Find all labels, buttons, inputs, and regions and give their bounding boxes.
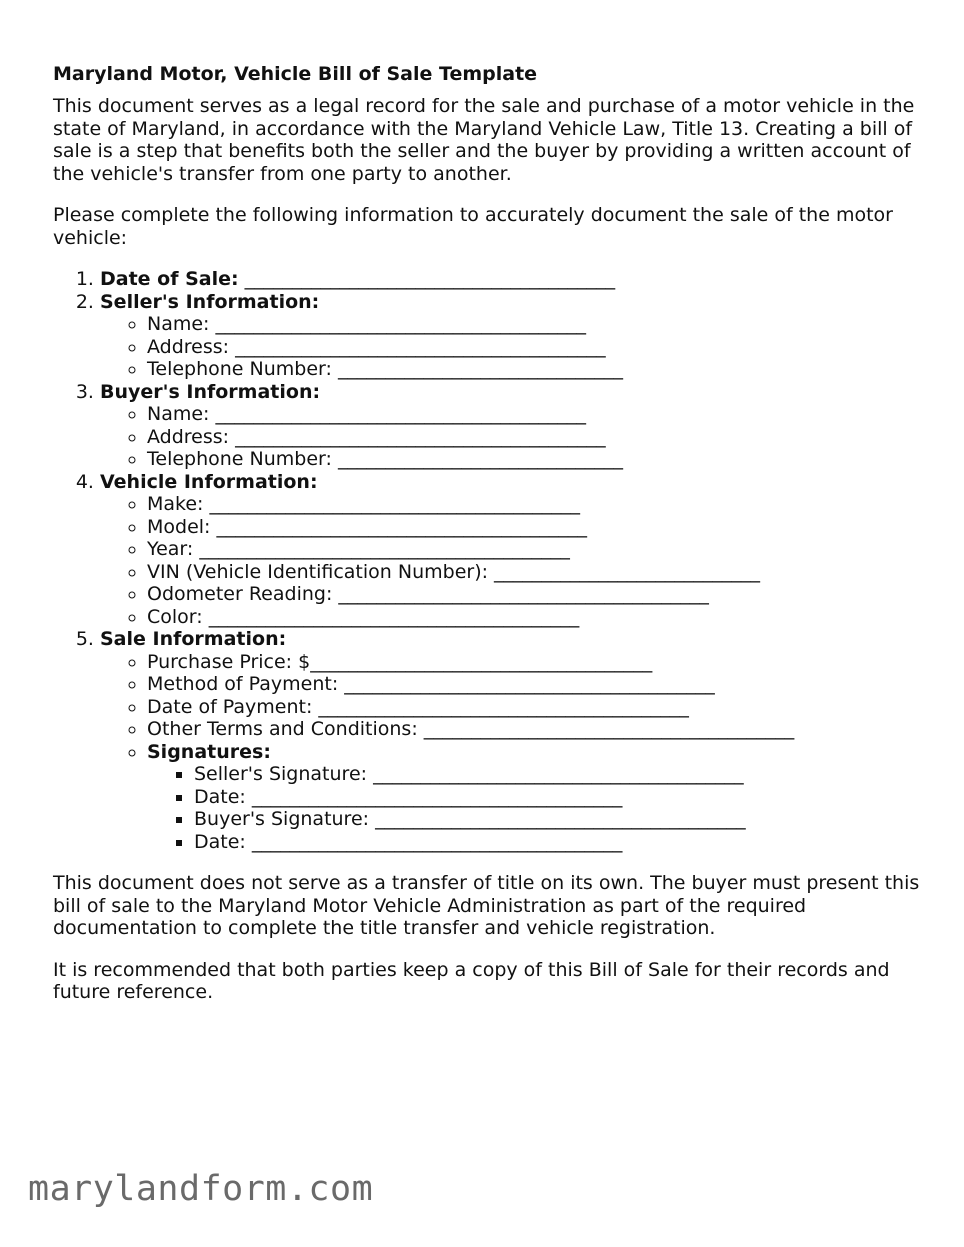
vehicle-make-field[interactable]: ◦ Make: _______________________________________ — [147, 493, 923, 516]
vehicle-info-item — [100, 471, 923, 629]
signatures-item — [147, 741, 923, 854]
seller-info-item — [100, 291, 923, 381]
payment-method-field[interactable]: ◦ Method of Payment: _______________________________________ — [147, 673, 923, 696]
date-of-sale-blank[interactable]: _______________________________________ — [244, 268, 616, 290]
instructions-paragraph: Please complete the following information to accurately document the sale of the motor vehicle: — [53, 204, 893, 249]
intro-paragraph: This document serves as a legal record for the sale and purchase of a motor vehicle in the state of Maryland, in accordance with the Maryland Vehicle Law, Title 13. Creating a bill of sale is a step that benefits both the seller and the buyer by providing a written account of the vehicle's transfer from one party to another. — [53, 95, 915, 185]
buyer-name-field[interactable]: ◦ Name: _______________________________________ — [147, 403, 923, 426]
buyer-phone-field[interactable]: ◦ Telephone Number: ______________________________ — [147, 448, 923, 471]
seller-signature-field[interactable]: ▪ Seller's Signature: _______________________________________ — [194, 763, 923, 786]
signature-fields — [147, 763, 923, 853]
sale-info-item — [100, 628, 923, 853]
payment-date-field[interactable]: ◦ Date of Payment: _______________________________________ — [147, 696, 923, 719]
buyer-fields — [100, 403, 923, 471]
seller-address-field[interactable]: ◦ Address: _______________________________________ — [147, 336, 923, 359]
vehicle-model-field[interactable]: ◦ Model: _______________________________________ — [147, 516, 923, 539]
seller-fields — [100, 313, 923, 381]
vehicle-info-heading: Vehicle Information: — [100, 470, 318, 493]
title-transfer-note: This document does not serve as a transfer of title on its own. The buyer must present this bill of sale to the Maryland Motor Vehicle Administration as part of the required documentation to complete the title transfer and vehicle registration. — [53, 872, 920, 939]
signatures-heading: Signatures: — [147, 740, 271, 763]
vehicle-vin-field[interactable]: ◦ VIN (Vehicle Identification Number): ____________________________ — [147, 561, 923, 584]
sale-fields — [100, 651, 923, 854]
seller-signature-date-field[interactable]: ▪ Date: _______________________________________ — [194, 786, 923, 809]
seller-info-heading: Seller's Information: — [100, 290, 320, 313]
seller-phone-field[interactable]: ◦ Telephone Number: ______________________________ — [147, 358, 923, 381]
purchase-price-field[interactable]: ◦ Purchase Price: $____________________________________ — [147, 651, 923, 674]
form-fields-list — [53, 268, 923, 853]
document-page — [53, 61, 923, 1023]
other-terms-field[interactable]: ◦ Other Terms and Conditions: _______________________________________ — [147, 718, 923, 741]
seller-name-field[interactable]: ◦ Name: _______________________________________ — [147, 313, 923, 336]
buyer-address-field[interactable]: ◦ Address: _______________________________________ — [147, 426, 923, 449]
date-of-sale-label: Date of Sale: — [100, 268, 239, 290]
sale-info-heading: Sale Information: — [100, 628, 287, 650]
vehicle-fields — [100, 493, 923, 628]
buyer-info-item — [100, 381, 923, 471]
vehicle-color-field[interactable]: ◦ Color: _______________________________________ — [147, 606, 923, 629]
buyer-signature-field[interactable]: ▪ Buyer's Signature: _______________________________________ — [194, 808, 923, 831]
document-title: Maryland Motor, Vehicle Bill of Sale Template — [53, 63, 538, 85]
keep-copy-note: It is recommended that both parties keep a copy of this Bill of Sale for their records and future reference. — [53, 958, 890, 1003]
buyer-info-heading: Buyer's Information: — [100, 380, 321, 403]
buyer-signature-date-field[interactable]: ▪ Date: _______________________________________ — [194, 831, 923, 854]
site-watermark: marylandform.com — [28, 1169, 374, 1209]
vehicle-odometer-field[interactable]: ◦ Odometer Reading: _______________________________________ — [147, 583, 923, 606]
vehicle-year-field[interactable]: ◦ Year: _______________________________________ — [147, 538, 923, 561]
date-of-sale-item — [100, 268, 923, 291]
